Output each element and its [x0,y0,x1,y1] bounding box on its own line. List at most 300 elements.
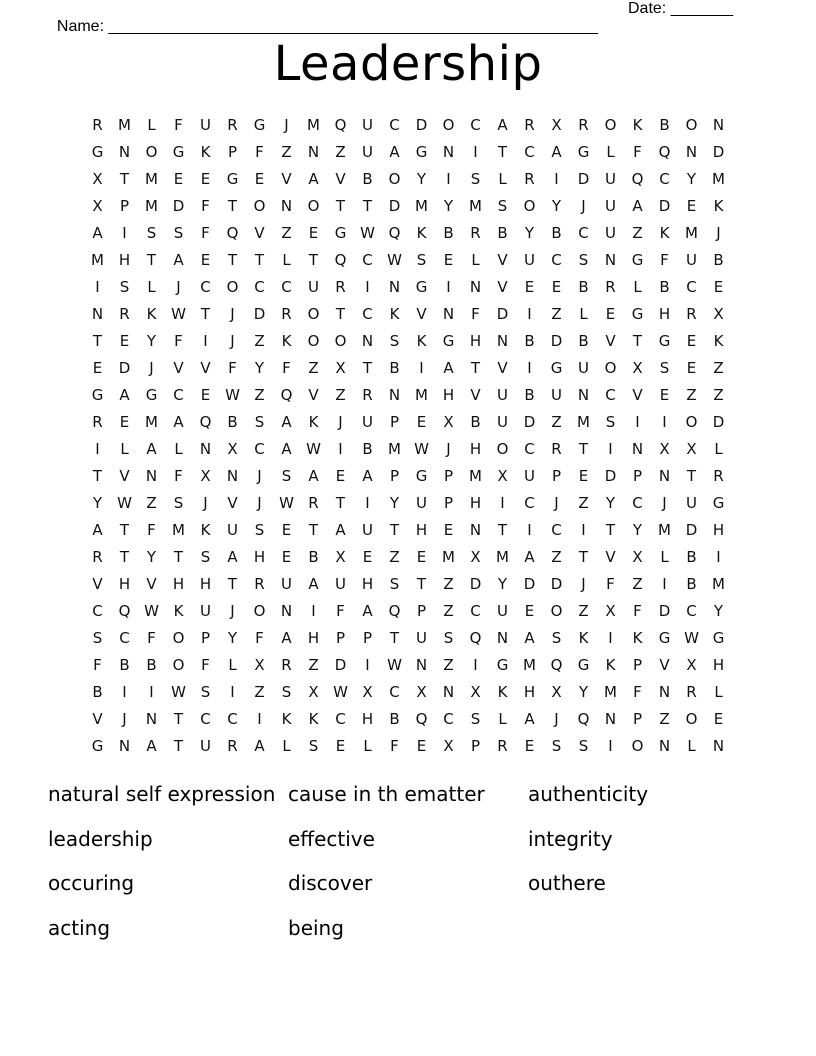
grid-cell: X [254,656,265,674]
grid-cell: Q [550,656,563,674]
grid-cell: S [146,224,157,242]
grid-row [84,328,732,355]
grid-cell: B [227,413,238,431]
grid-cell: G [172,143,185,161]
grid-cell: T [605,521,616,539]
grid-cell: P [632,656,643,674]
grid-cell: P [200,629,211,647]
grid-cell: Y [578,683,589,701]
grid-cell: Y [686,170,697,188]
grid-cell: A [524,548,535,566]
grid-cell: X [551,683,562,701]
grid-cell: B [443,224,454,242]
grid-cell: K [578,629,589,647]
grid-cell: R [227,116,238,134]
grid-cell: I [257,710,262,728]
grid-cell: G [631,251,644,269]
grid-cell: T [173,548,184,566]
grid-cell: H [469,494,482,512]
grid-cell: A [92,521,103,539]
grid-cell: V [119,467,130,485]
grid-cell: T [308,521,319,539]
grid-cell: Y [389,494,400,512]
grid-cell: E [416,413,427,431]
grid-cell: B [308,548,319,566]
grid-cell: Z [308,359,319,377]
grid-cell: O [550,602,563,620]
grid-cell: I [311,602,316,620]
grid-cell: S [578,251,589,269]
grid-cell: X [443,737,454,755]
grid-cell: M [685,224,698,242]
grid-cell: O [604,359,617,377]
grid-cell: J [203,494,208,512]
grid-cell: H [361,575,374,593]
word-list-item: natural self expression [48,782,276,806]
grid-cell: J [230,602,235,620]
grid-cell: B [524,386,535,404]
grid-cell: T [686,467,697,485]
grid-cell: O [307,332,320,350]
grid-cell: Z [443,602,454,620]
grid-cell: N [712,737,725,755]
grid-cell: I [95,278,100,296]
grid-cell: V [173,359,184,377]
grid-row [84,355,732,382]
grid-cell: N [361,332,374,350]
grid-cell: T [227,575,238,593]
grid-row [84,112,732,139]
grid-cell: E [605,305,616,323]
word-list-item: outhere [528,871,606,896]
grid-cell: H [415,521,428,539]
grid-cell: Z [308,656,319,674]
grid-cell: X [335,548,346,566]
grid-cell: S [200,683,211,701]
grid-cell: R [605,278,616,296]
grid-cell: W [684,629,699,647]
grid-cell: M [172,521,185,539]
grid-cell: V [497,251,508,269]
grid-cell: A [389,143,400,161]
grid-cell: M [307,116,320,134]
grid-cell: H [442,386,455,404]
grid-cell: H [118,251,131,269]
grid-cell: F [201,656,210,674]
grid-cell: D [469,575,482,593]
grid-cell: S [470,710,481,728]
grid-cell: I [608,737,613,755]
grid-cell: Y [497,575,508,593]
grid-cell: C [443,710,454,728]
grid-cell: Z [551,305,562,323]
grid-cell: A [92,224,103,242]
grid-cell: U [200,602,211,620]
grid-cell: C [200,278,211,296]
date-field-label[interactable]: Date: _______ [628,0,733,17]
grid-cell: Z [551,413,562,431]
grid-cell: X [227,440,238,458]
name-field-label[interactable]: Name: _______________________________________________________ [56,18,598,35]
grid-cell: T [173,737,184,755]
grid-cell: B [389,359,400,377]
grid-cell: O [307,197,320,215]
grid-cell: W [171,305,186,323]
grid-row [84,247,732,274]
grid-cell: V [497,278,508,296]
grid-cell: B [362,170,373,188]
grid-cell: H [658,305,671,323]
grid-cell: M [91,251,104,269]
grid-cell: N [658,467,671,485]
grid-cell: F [471,305,480,323]
grid-cell: T [92,332,103,350]
grid-cell: T [578,440,589,458]
grid-cell: U [362,116,373,134]
grid-cell: I [581,521,586,539]
grid-cell: I [122,683,127,701]
grid-row [84,220,732,247]
grid-cell: Z [659,710,670,728]
grid-cell: I [149,683,154,701]
grid-cell: B [470,413,481,431]
grid-cell: Z [281,143,292,161]
grid-cell: S [416,251,427,269]
word-list-item: acting [48,916,111,941]
grid-cell: A [146,440,157,458]
grid-cell: F [606,575,615,593]
grid-cell: V [92,575,103,593]
grid-cell: N [118,143,131,161]
grid-cell: R [551,440,562,458]
grid-cell: F [174,116,183,134]
word-list-item: discover [288,871,373,896]
grid-cell: K [281,332,292,350]
grid-cell: F [93,656,102,674]
grid-row [84,301,732,328]
grid-cell: M [442,548,455,566]
grid-cell: E [713,278,724,296]
grid-cell: O [253,602,266,620]
grid-cell: Z [713,359,724,377]
grid-row [84,598,732,625]
grid-cell: T [335,494,346,512]
grid-cell: V [200,359,211,377]
grid-cell: T [497,143,508,161]
grid-row [84,193,732,220]
grid-cell: Q [388,224,401,242]
grid-row [84,571,732,598]
grid-cell: T [227,251,238,269]
grid-cell: A [146,737,157,755]
grid-cell: X [686,656,697,674]
grid-cell: T [362,197,373,215]
grid-cell: A [362,467,373,485]
grid-cell: N [577,386,590,404]
grid-cell: N [145,467,158,485]
grid-cell: N [280,197,293,215]
grid-cell: M [577,413,590,431]
grid-cell: A [335,521,346,539]
grid-cell: Y [605,494,616,512]
grid-cell: P [416,602,427,620]
grid-cell: D [172,197,185,215]
grid-cell: I [203,332,208,350]
grid-cell: Z [551,548,562,566]
grid-cell: B [389,710,400,728]
grid-cell: G [550,359,563,377]
grid-cell: Z [632,224,643,242]
grid-cell: A [524,629,535,647]
grid-cell: F [147,629,156,647]
grid-cell: B [659,278,670,296]
grid-cell: D [550,575,563,593]
word-list [48,778,768,957]
grid-cell: I [635,413,640,431]
grid-cell: C [119,629,130,647]
grid-cell: R [713,467,724,485]
grid-cell: R [92,413,103,431]
grid-cell: R [335,278,346,296]
grid-cell: E [281,521,292,539]
grid-cell: T [632,332,643,350]
grid-cell: Z [254,386,265,404]
grid-cell: P [443,467,454,485]
grid-cell: Z [281,224,292,242]
grid-cell: A [119,386,130,404]
grid-cell: B [146,656,157,674]
grid-cell: E [200,386,211,404]
grid-cell: U [281,575,292,593]
grid-cell: T [416,575,427,593]
grid-cell: M [496,548,509,566]
grid-cell: S [119,278,130,296]
grid-cell: B [524,332,535,350]
grid-cell: B [119,656,130,674]
grid-row [84,679,732,706]
grid-cell: X [200,467,211,485]
grid-cell: N [388,278,401,296]
grid-cell: E [281,548,292,566]
grid-cell: Z [443,575,454,593]
grid-cell: U [497,386,508,404]
grid-cell: S [497,197,508,215]
grid-cell: C [173,386,184,404]
grid-cell: U [362,413,373,431]
grid-cell: R [686,305,697,323]
grid-cell: H [469,332,482,350]
grid-cell: Y [443,197,454,215]
grid-cell: N [442,683,455,701]
grid-cell: G [577,143,590,161]
grid-cell: W [414,440,429,458]
grid-row [84,490,732,517]
grid-cell: O [604,116,617,134]
grid-cell: J [581,197,586,215]
grid-cell: Q [118,602,131,620]
grid-cell: D [658,197,671,215]
grid-cell: R [254,575,265,593]
grid-cell: R [578,116,589,134]
grid-cell: E [308,224,319,242]
grid-cell: V [632,386,643,404]
grid-cell: N [712,116,725,134]
grid-cell: Q [334,116,347,134]
grid-cell: J [716,224,721,242]
grid-cell: A [443,359,454,377]
grid-cell: W [360,224,375,242]
grid-cell: B [92,683,103,701]
grid-cell: P [632,467,643,485]
grid-cell: M [523,656,536,674]
word-list-item: cause in th ematter [288,782,485,806]
grid-cell: C [254,440,265,458]
grid-cell: U [362,143,373,161]
grid-cell: Z [632,575,643,593]
grid-cell: X [362,683,373,701]
grid-cell: W [333,683,348,701]
grid-cell: D [685,521,698,539]
grid-cell: E [173,170,184,188]
grid-cell: Q [631,170,644,188]
word-list-item: authenticity [528,782,649,806]
grid-cell: R [281,656,292,674]
grid-cell: W [144,602,159,620]
grid-cell: E [524,602,535,620]
grid-cell: E [443,251,454,269]
grid-cell: B [578,278,589,296]
grid-cell: Z [389,548,400,566]
grid-cell: F [390,737,399,755]
grid-cell: P [227,143,238,161]
grid-cell: E [200,251,211,269]
grid-cell: J [149,359,154,377]
grid-cell: V [605,332,616,350]
grid-cell: C [92,602,103,620]
grid-cell: L [714,440,723,458]
grid-cell: T [335,197,346,215]
grid-cell: M [415,386,428,404]
grid-cell: C [470,602,481,620]
grid-cell: H [361,710,374,728]
grid-cell: S [605,413,616,431]
grid-cell: C [524,143,535,161]
grid-cell: G [712,629,725,647]
grid-cell: K [146,305,157,323]
grid-cell: C [470,116,481,134]
header [48,0,748,35]
grid-cell: E [686,332,697,350]
grid-cell: E [119,413,130,431]
grid-cell: P [551,467,562,485]
grid-cell: L [282,251,291,269]
grid-cell: A [362,602,373,620]
grid-cell: X [416,683,427,701]
grid-cell: K [416,224,427,242]
grid-cell: E [686,197,697,215]
grid-cell: T [227,197,238,215]
grid-cell: I [365,494,370,512]
grid-cell: E [119,332,130,350]
grid-cell: G [631,305,644,323]
grid-cell: R [281,305,292,323]
grid-cell: O [253,197,266,215]
grid-cell: L [660,548,669,566]
grid-cell: S [470,170,481,188]
grid-cell: P [443,494,454,512]
grid-cell: E [713,710,724,728]
grid-row [84,409,732,436]
grid-cell: Y [92,494,103,512]
grid-cell: L [120,440,129,458]
grid-cell: I [500,494,505,512]
grid-cell: O [172,656,185,674]
grid-cell: I [473,143,478,161]
grid-row [84,625,732,652]
grid-cell: I [419,359,424,377]
grid-cell: M [145,197,158,215]
grid-cell: I [365,656,370,674]
grid-cell: N [118,737,131,755]
grid-cell: V [605,548,616,566]
grid-cell: C [551,521,562,539]
grid-cell: J [122,710,127,728]
grid-cell: I [527,359,532,377]
grid-cell: U [497,413,508,431]
grid-cell: N [415,656,428,674]
grid-cell: T [200,305,211,323]
grid-cell: K [200,521,211,539]
grid-cell: Y [146,332,157,350]
grid-cell: S [281,683,292,701]
grid-cell: G [415,143,428,161]
grid-cell: C [632,494,643,512]
grid-cell: E [443,521,454,539]
grid-cell: F [228,359,237,377]
grid-cell: Q [199,413,212,431]
grid-cell: C [389,116,400,134]
grid-row [84,706,732,733]
grid-cell: A [281,413,292,431]
grid-cell: O [496,440,509,458]
grid-cell: G [226,170,239,188]
word-list-item: occuring [48,871,135,896]
grid-cell: M [604,683,617,701]
grid-cell: E [524,278,535,296]
grid-cell: U [497,602,508,620]
grid-cell: H [307,629,320,647]
grid-cell: F [255,143,264,161]
grid-cell: F [147,521,156,539]
grid-cell: F [633,683,642,701]
grid-cell: S [254,521,265,539]
grid-cell: Z [686,386,697,404]
grid-cell: E [254,170,265,188]
grid-cell: N [388,386,401,404]
grid-cell: M [415,197,428,215]
grid-cell: V [281,170,292,188]
grid-cell: A [308,575,319,593]
grid-row [84,139,732,166]
grid-cell: B [659,116,670,134]
grid-cell: U [686,494,697,512]
grid-cell: O [631,737,644,755]
grid-cell: K [389,305,400,323]
grid-cell: N [631,440,644,458]
grid-cell: N [91,305,104,323]
grid-cell: L [633,278,642,296]
grid-cell: J [230,332,235,350]
